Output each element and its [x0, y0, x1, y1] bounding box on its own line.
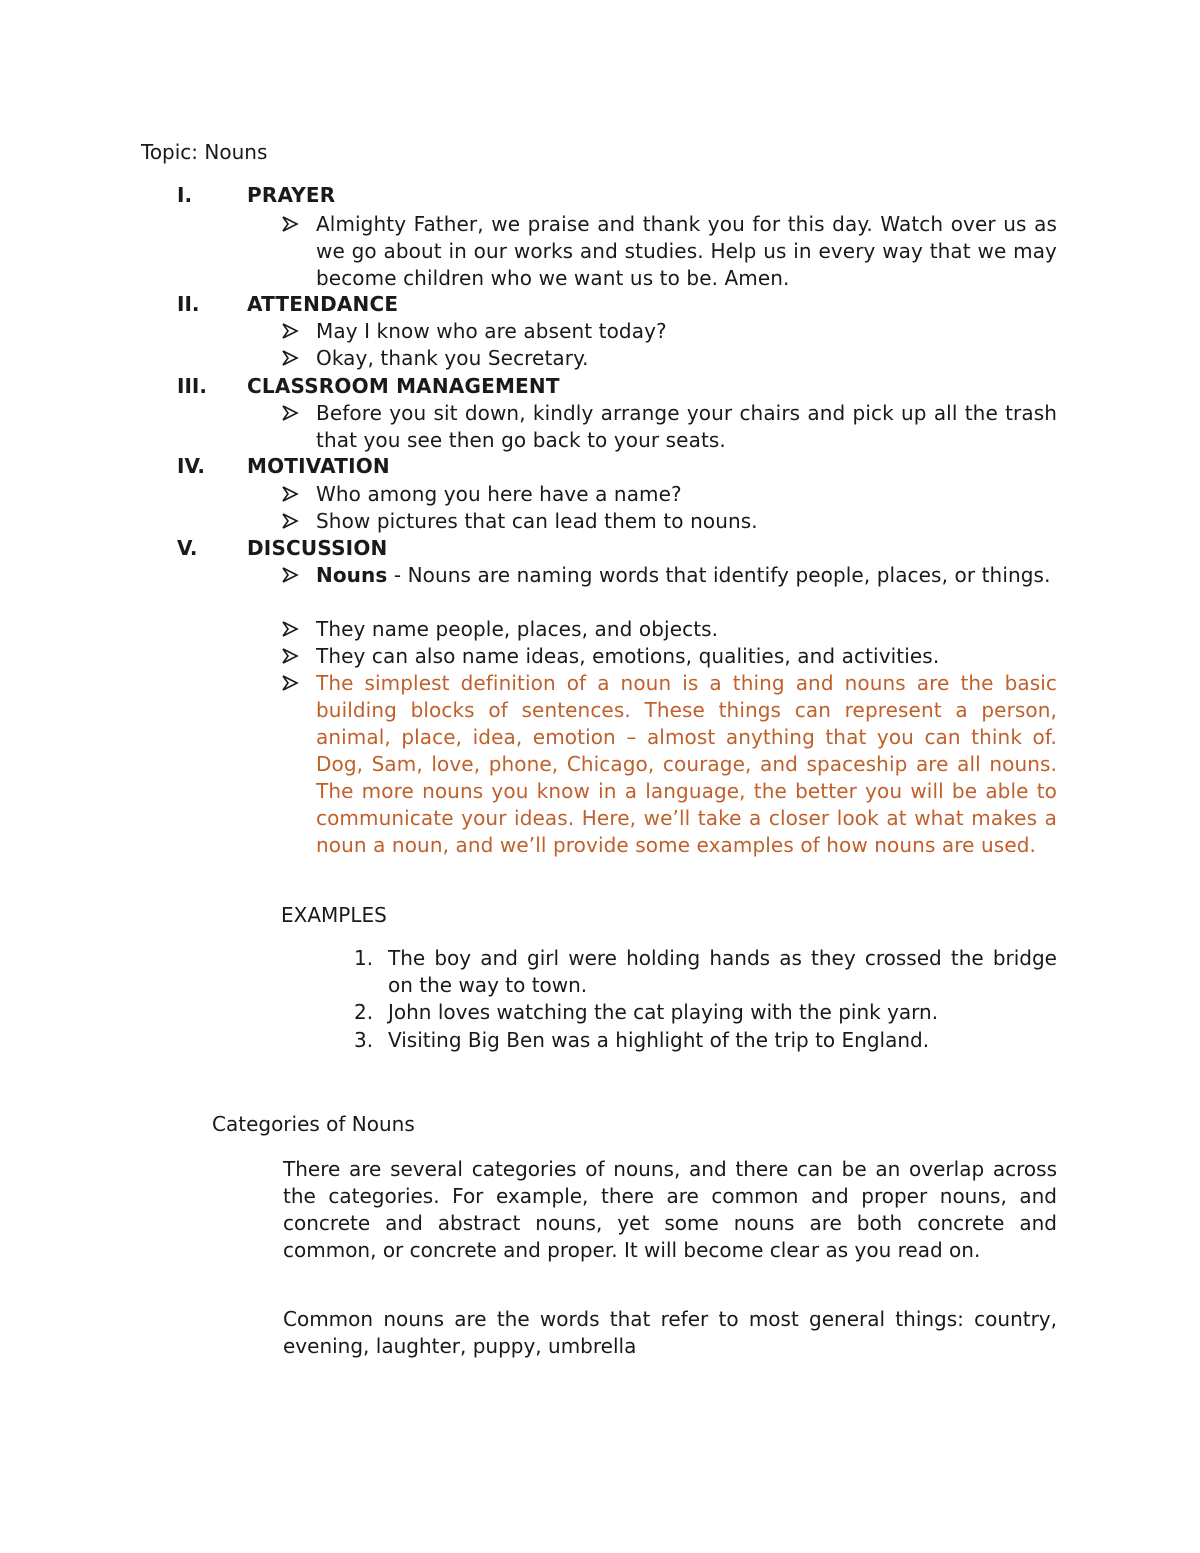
bullet-text: Okay, thank you Secretary.: [316, 346, 589, 370]
highlighted-definition-text: The simplest definition of a noun is a thing and nouns are the basic building blocks of sentences. These things can represent a person, animal, place, idea, emotion – almost anything that you can think of. Dog, Sam, love, phone, Chicago, courage, and spaceship are all nouns. The more nouns you know in a language, the better you will be able to communicate your ideas. Here, we’ll take a closer look at what makes a noun a noun, and we’ll provide some examples of how nouns are used.: [316, 671, 1057, 857]
arrow-bullet-icon: [281, 404, 299, 422]
bullet-text: They can also name ideas, emotions, qualities, and activities.: [316, 644, 940, 668]
examples-label: EXAMPLES: [281, 903, 387, 927]
section-heading: CLASSROOM MANAGEMENT: [247, 374, 560, 398]
arrow-bullet-icon: [281, 647, 299, 665]
bullet-text: Before you sit down, kindly arrange your chairs and pick up all the trash that you see then go back to your seats.: [316, 401, 1057, 452]
bullet-text: [316, 562, 1057, 589]
bullet-text: Almighty Father, we praise and thank you for this day. Watch over us as we go about in our works and studies. Help us in every way that we may become children who we want us to be. Amen.: [316, 212, 1057, 290]
common-nouns-paragraph: Common nouns are the words that refer to most general things: country, evening, laughter, puppy, umbrella: [283, 1307, 1057, 1358]
bullet-text: Who among you here have a name?: [316, 482, 682, 506]
bullet-text: They name people, places, and objects.: [316, 617, 719, 641]
arrow-bullet-icon: [281, 349, 299, 367]
noun-definition: - Nouns are naming words that identify people, places, or things.: [387, 563, 1051, 587]
example-text: The boy and girl were holding hands as they crossed the bridge on the way to town.: [388, 946, 1057, 997]
section-numeral: IV.: [177, 454, 205, 478]
section-heading: DISCUSSION: [247, 536, 388, 560]
example-number: 3.: [354, 1028, 374, 1052]
bullet-text: May I know who are absent today?: [316, 319, 667, 343]
example-number: 2.: [354, 1000, 374, 1024]
bullet-text: Show pictures that can lead them to nouns.: [316, 509, 758, 533]
section-heading: MOTIVATION: [247, 454, 390, 478]
topic-title: Topic: Nouns: [141, 140, 268, 164]
arrow-bullet-icon: [281, 512, 299, 530]
arrow-bullet-icon: [281, 485, 299, 503]
arrow-bullet-icon: [281, 322, 299, 340]
categories-title: Categories of Nouns: [212, 1112, 415, 1136]
section-heading: PRAYER: [247, 183, 336, 207]
arrow-bullet-icon: [281, 620, 299, 638]
arrow-bullet-icon: [281, 566, 299, 584]
example-text: Visiting Big Ben was a highlight of the trip to England.: [388, 1028, 930, 1052]
example-number: 1.: [354, 946, 374, 970]
arrow-bullet-icon: [281, 215, 299, 233]
categories-paragraph: There are several categories of nouns, and there can be an overlap across the categories. For example, there are common and proper nouns, and concrete and abstract nouns, yet some nouns are both concrete and common, or concrete and proper. It will become clear as you read on.: [283, 1157, 1057, 1262]
section-numeral: II.: [177, 292, 200, 316]
arrow-bullet-icon: [281, 674, 299, 692]
section-numeral: I.: [177, 183, 193, 207]
section-numeral: III.: [177, 374, 207, 398]
section-numeral: V.: [177, 536, 198, 560]
section-heading: ATTENDANCE: [247, 292, 399, 316]
noun-term: Nouns: [316, 563, 388, 587]
example-text: John loves watching the cat playing with the pink yarn.: [388, 1000, 939, 1024]
